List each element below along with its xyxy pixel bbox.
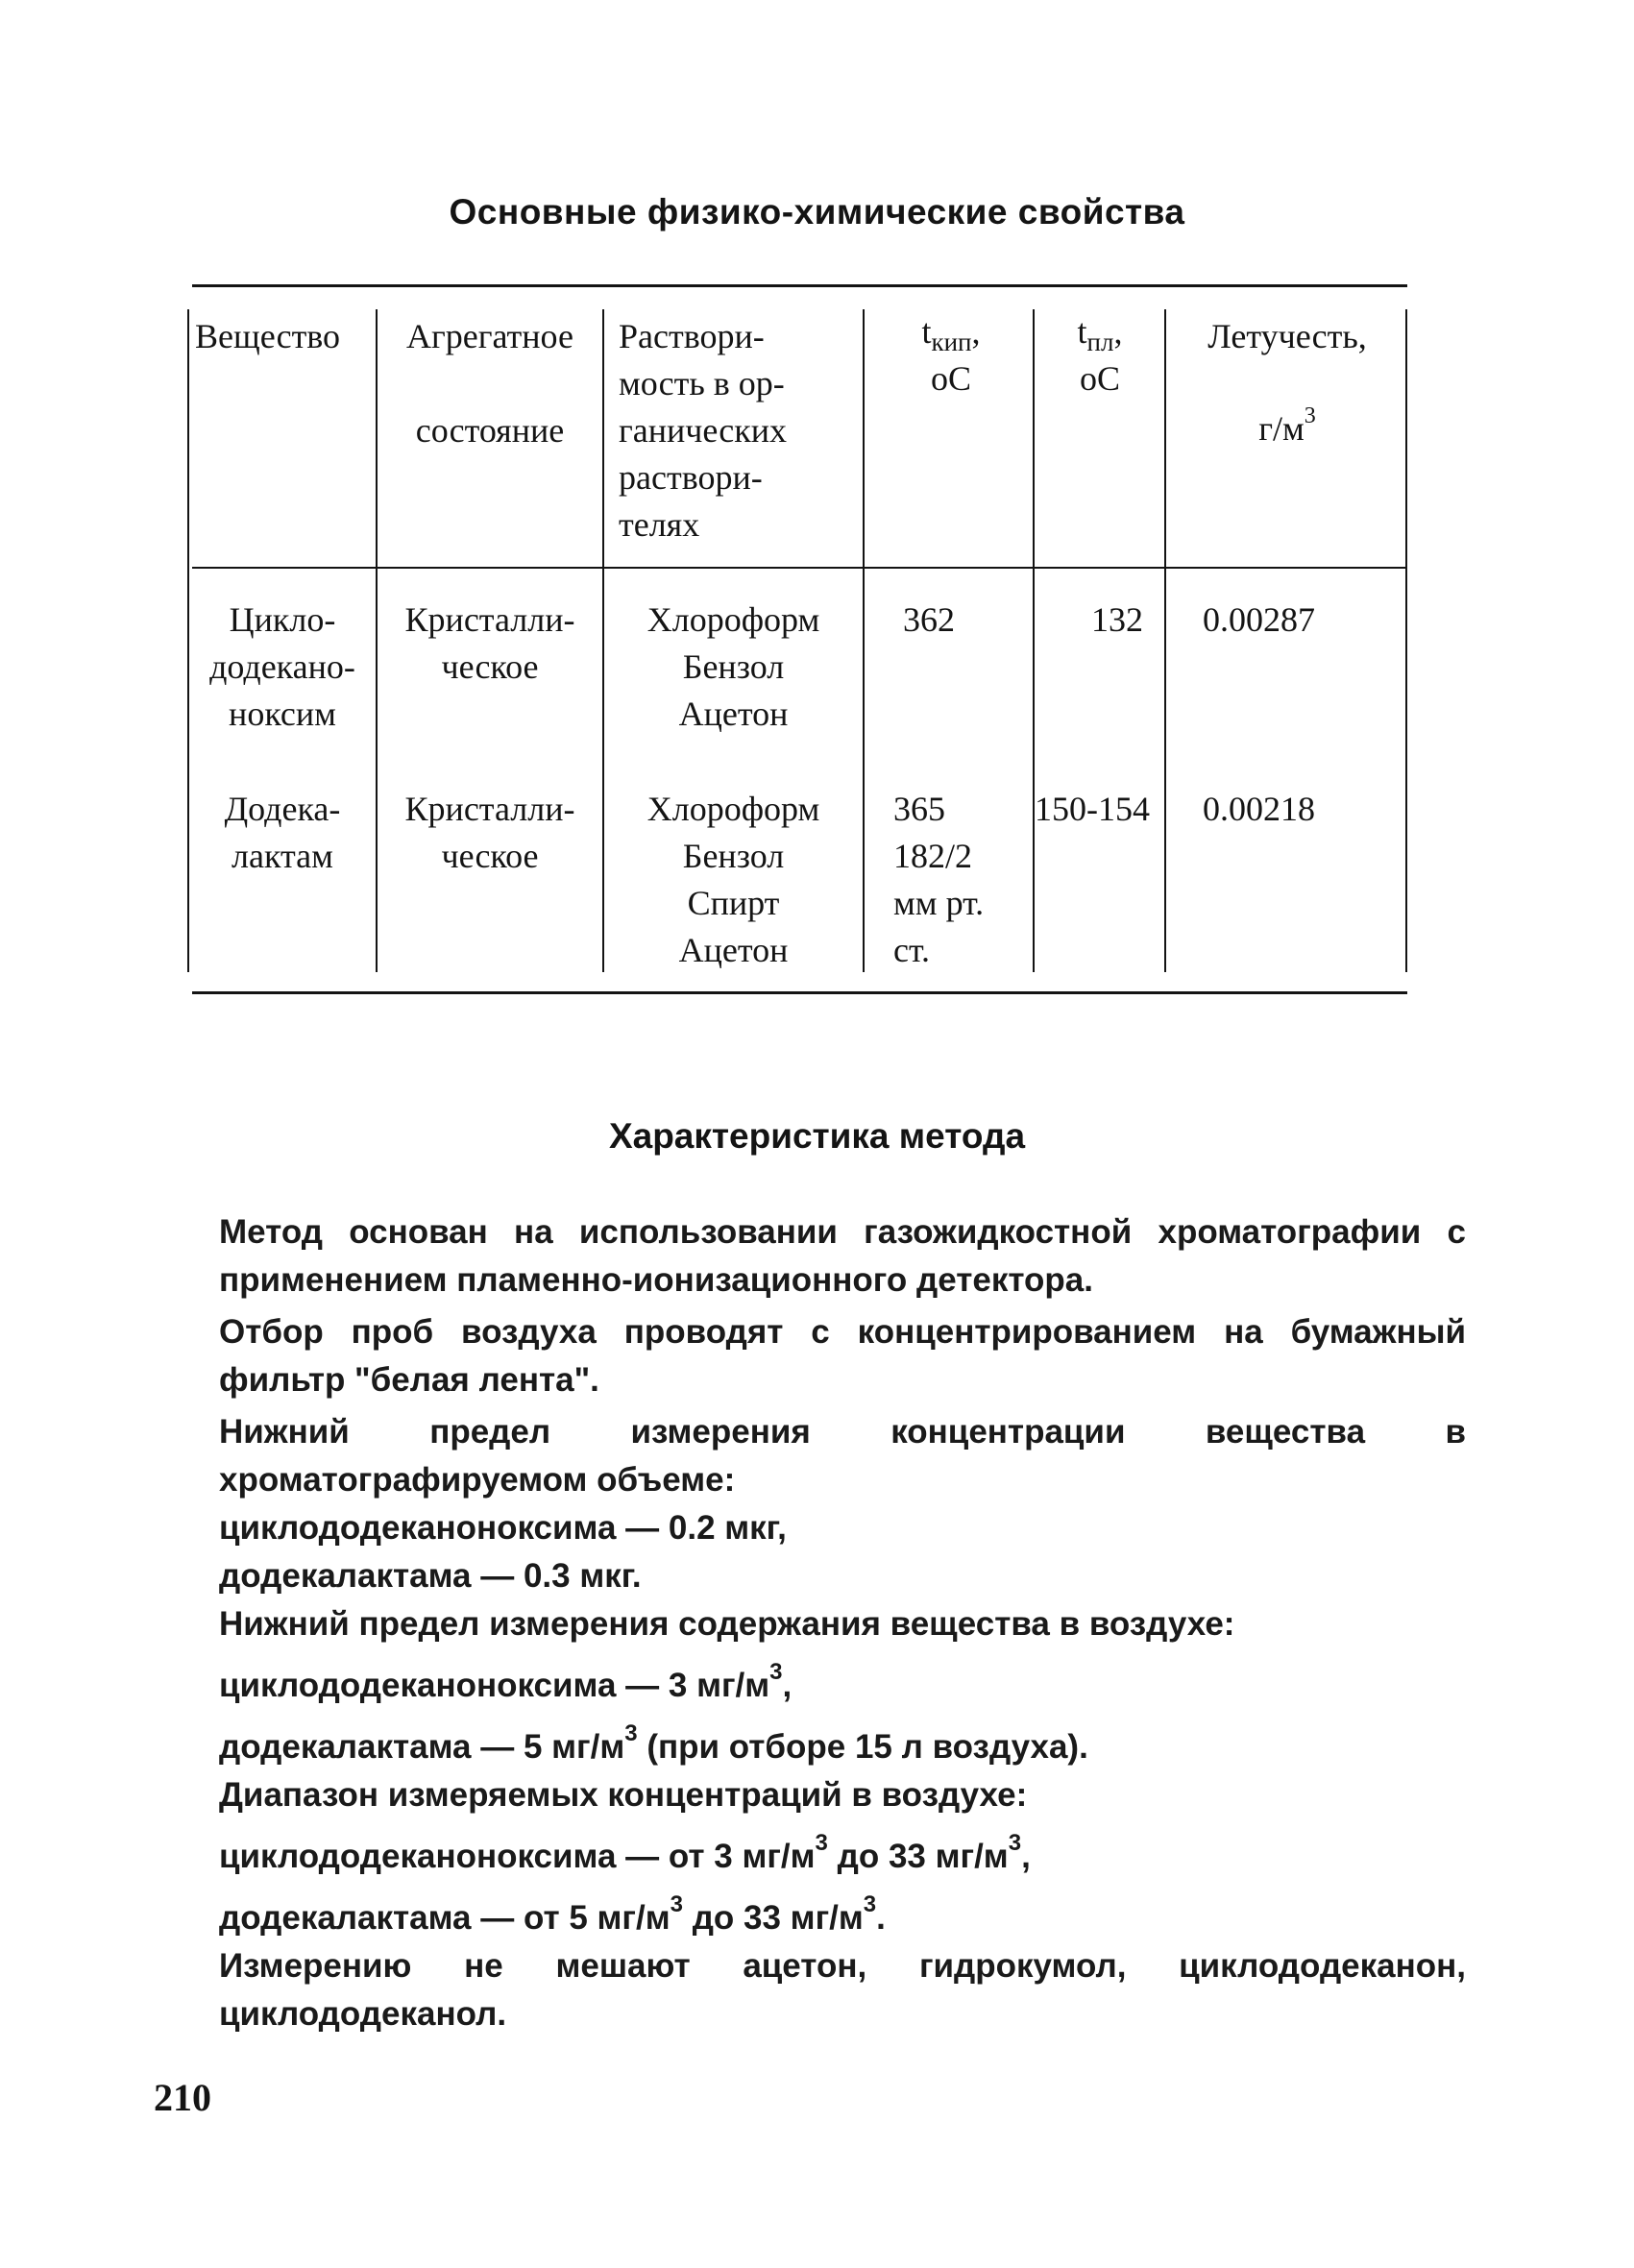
row1-state: [378, 597, 602, 691]
row2-melting: 150-154: [1035, 790, 1150, 828]
header-state-line: Агрегатное: [406, 317, 573, 355]
header-melting-unit: оС: [1079, 359, 1120, 398]
text: додекалактама — от 5 мг/м: [219, 1899, 671, 1937]
row2-solvents: [604, 786, 863, 974]
exponent: 3: [863, 1891, 877, 1917]
row2-substance: [189, 786, 376, 880]
row2-volatility: 0.00218: [1203, 790, 1315, 828]
item-cyclododecanone-oxime-air: [190, 1648, 1466, 1710]
row2-boiling-line: мм рт.: [893, 884, 985, 922]
text: ,: [782, 1667, 793, 1704]
exponent: 3: [769, 1659, 783, 1685]
paragraph-range: Диапазон измеряемых концентраций в воздухе:: [219, 1776, 1028, 1814]
header-state-line: состояние: [415, 411, 565, 450]
row1-substance-line: ноксим: [229, 695, 336, 733]
item-dodecalactam-mass: додекалактама — 0.3 мкг.: [219, 1557, 642, 1595]
paragraph-interferences: Измерению не мешают ацетон, гидрокумол, циклододеканон, циклододеканол.: [219, 1947, 1466, 2033]
row2-solvent: Спирт: [687, 884, 780, 922]
header-melting-t: t: [1077, 312, 1087, 351]
header-melting-subscript: пл: [1086, 328, 1114, 356]
item-dodecalactam-range: [190, 1881, 1466, 1942]
row2-state: [378, 786, 602, 880]
header-solubility-line: ганических: [619, 411, 787, 450]
row1-substance-line: додекано-: [209, 647, 355, 686]
row2-substance-line: лактам: [232, 837, 333, 875]
row1-substance: [189, 597, 376, 738]
row1-boiling: 362: [903, 600, 955, 639]
table-top-rule: [192, 284, 1407, 287]
table-bottom-rule: [192, 991, 1407, 994]
row2-solvent: Ацетон: [678, 931, 789, 969]
header-substance: Вещество: [195, 317, 341, 355]
text: циклододеканоноксима — 3 мг/м: [219, 1667, 770, 1704]
text: ,: [1021, 1838, 1031, 1875]
row1-solvent: Хлороформ: [646, 600, 820, 639]
paragraph-sampling: Отбор проб воздуха проводят с концентрированием на бумажный фильтр "белая лента".: [219, 1313, 1466, 1399]
header-boiling-unit: оС: [930, 359, 971, 398]
row1-solvents: [604, 597, 863, 738]
text: до 33 мг/м: [682, 1899, 864, 1937]
header-volatility: [1174, 313, 1401, 452]
header-boiling-subscript: кип: [931, 328, 972, 356]
row2-state-line: Кристалли-: [404, 790, 575, 828]
row1-solvent: Ацетон: [678, 695, 789, 733]
header-solubility-line: раствори-: [619, 458, 763, 497]
row1-substance-line: Цикло-: [229, 600, 336, 639]
header-volatility-exponent: 3: [1304, 403, 1316, 428]
header-solubility-line: мость в ор-: [619, 364, 785, 402]
row1-melting: 132: [1091, 600, 1143, 639]
exponent: 3: [670, 1891, 683, 1917]
row2-state-line: ческое: [441, 837, 539, 875]
header-solubility-line: Раствори-: [619, 317, 765, 355]
table-title: Основные физико-химические свойства: [449, 192, 1185, 232]
section-title: Характеристика метода: [608, 1116, 1026, 1156]
header-solubility: [619, 313, 849, 549]
table-header-rule: [192, 567, 1407, 569]
text: до 33 мг/м: [827, 1838, 1009, 1875]
text: (при отборе 15 л воздуха).: [637, 1728, 1088, 1766]
text: .: [876, 1899, 886, 1937]
row2-substance-line: Додека-: [224, 790, 341, 828]
paragraph-method: Метод основан на использовании газожидкостной хроматографии с применением пламенно-ионизационного детектора.: [219, 1213, 1466, 1299]
paragraph-lower-limit: Нижний предел измерения концентрации вещества в хроматографируемом объеме:: [219, 1413, 1466, 1499]
exponent: 3: [624, 1720, 638, 1746]
row1-solvent: Бензол: [682, 647, 785, 686]
header-boiling-t: t: [921, 312, 932, 351]
exponent: 3: [815, 1830, 828, 1856]
row1-state-line: Кристалли-: [404, 600, 575, 639]
page-number: 210: [154, 2076, 211, 2119]
row2-boiling-line: ст.: [893, 931, 931, 969]
header-aggregate-state: [383, 313, 597, 454]
row1-volatility: 0.00287: [1203, 600, 1315, 639]
method-text: [190, 1208, 1466, 2038]
row2-boiling-line: 365: [893, 790, 945, 828]
row1-state-line: ческое: [441, 647, 539, 686]
item-dodecalactam-air: [190, 1710, 1466, 1771]
table-border-right: [1405, 309, 1407, 972]
text: додекалактама — 5 мг/м: [219, 1728, 625, 1766]
row2-boiling-line: 182/2: [893, 837, 973, 875]
header-melting-point: $t_{пл}$, оС: [1037, 313, 1162, 397]
exponent: 3: [1008, 1830, 1022, 1856]
header-solubility-line: телях: [619, 505, 700, 544]
table-divider: [1164, 309, 1166, 972]
table-divider: [1033, 309, 1035, 972]
item-cyclododecanone-oxime-range: [190, 1819, 1466, 1881]
paragraph-air-limit: Нижний предел измерения содержания вещества в воздухе:: [219, 1605, 1235, 1643]
row2-solvent: Хлороформ: [646, 790, 820, 828]
item-cyclododecanone-oxime-mass: циклододеканоноксима — 0.2 мкг,: [219, 1509, 787, 1547]
row2-boiling: [893, 786, 984, 974]
header-volatility-label: Летучесть,: [1207, 317, 1367, 355]
row2-solvent: Бензол: [682, 837, 785, 875]
table-divider: [863, 309, 865, 972]
header-boiling-point: $t_{кип}$, оС: [869, 313, 1033, 397]
text: циклододеканоноксима — от 3 мг/м: [219, 1838, 816, 1875]
header-volatility-unit: г/м: [1258, 409, 1305, 448]
